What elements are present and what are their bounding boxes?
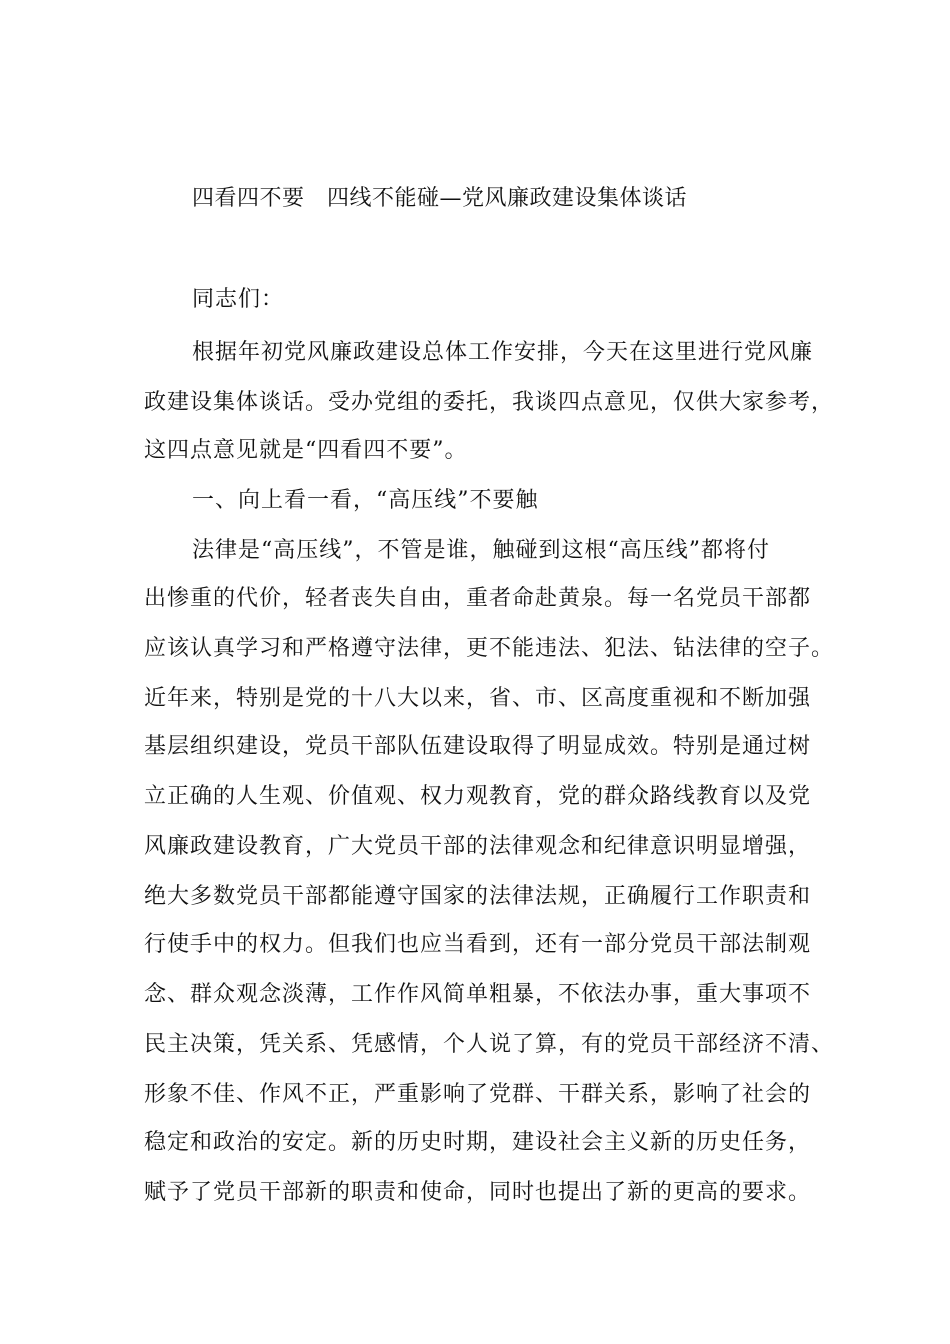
- paragraph-2-line-9: 行使手中的权力。但我们也应当看到，还有一部分党员干部法制观: [144, 932, 812, 957]
- section-heading-1: 一、向上看一看，“高压线”不要触: [192, 488, 539, 513]
- paragraph-2-line-14: 赋予了党员干部新的职责和使命，同时也提出了新的更高的要求。: [144, 1180, 812, 1205]
- paragraph-2-line-12: 形象不佳、作风不正，严重影响了党群、干群关系，影响了社会的: [144, 1082, 812, 1107]
- paragraph-2-line-10: 念、群众观念淡薄，工作作风简单粗暴，不依法办事，重大事项不: [144, 982, 812, 1007]
- paragraph-2-line-8: 绝大多数党员干部都能遵守国家的法律法规，正确履行工作职责和: [144, 884, 812, 909]
- paragraph-2-line-2: 出惨重的代价，轻者丧失自由，重者命赴黄泉。每一名党员干部都: [144, 586, 812, 611]
- paragraph-1-line-1: 根据年初党风廉政建设总体工作安排，今天在这里进行党风廉: [192, 340, 814, 365]
- paragraph-2-line-4: 近年来，特别是党的十八大以来，省、市、区高度重视和不断加强: [144, 686, 812, 711]
- paragraph-2-line-1: 法律是“高压线”，不管是谁，触碰到这根“高压线”都将付: [192, 538, 770, 563]
- paragraph-2-line-5: 基层组织建设，党员干部队伍建设取得了明显成效。特别是通过树: [144, 734, 812, 759]
- paragraph-2-line-7: 风廉政建设教育，广大党员干部的法律观念和纪律意识明显增强，: [144, 834, 812, 859]
- paragraph-1-line-2: 政建设集体谈话。受办党组的委托，我谈四点意见，仅供大家参考，: [144, 390, 835, 415]
- paragraph-2-line-13: 稳定和政治的安定。新的历史时期，建设社会主义新的历史任务，: [144, 1130, 812, 1155]
- paragraph-2-line-11: 民主决策，凭关系、凭感情，个人说了算，有的党员干部经济不清、: [144, 1032, 835, 1057]
- salutation: 同志们：: [192, 287, 285, 312]
- document-title: 四看四不要 四线不能碰—党风廉政建设集体谈话: [192, 186, 688, 211]
- paragraph-1-line-3: 这四点意见就是“四看四不要”。: [144, 438, 468, 463]
- paragraph-2-line-6: 立正确的人生观、价值观、权力观教育，党的群众路线教育以及党: [144, 784, 812, 809]
- paragraph-2-line-3: 应该认真学习和严格遵守法律，更不能违法、犯法、钻法律的空子。: [144, 636, 835, 661]
